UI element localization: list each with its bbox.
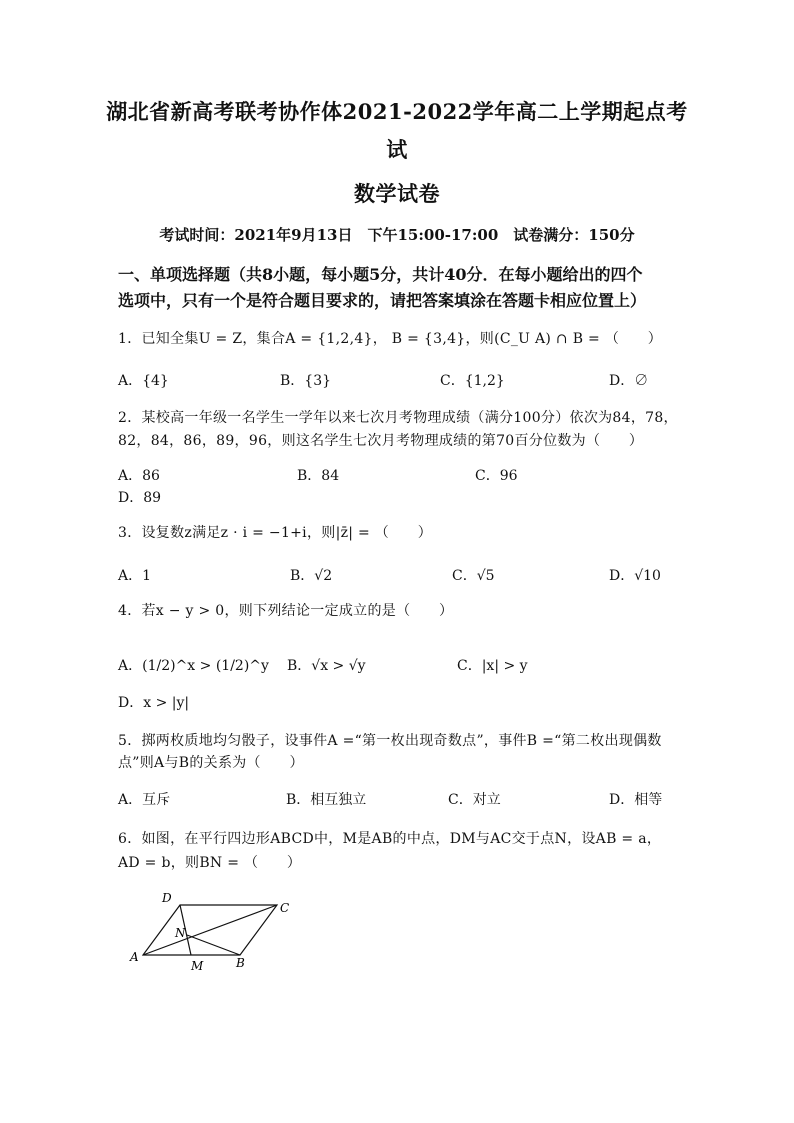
question-5-option-d: D．相等 — [609, 792, 663, 808]
segment-bn — [187, 935, 240, 955]
question-1-option-b: B．{3} — [280, 373, 332, 389]
label-c: C — [280, 901, 290, 915]
question-4-option-a: A．(1/2)^x > (1/2)^y — [118, 658, 269, 674]
question-5-option-c: C．对立 — [448, 792, 501, 808]
question-5-option-a: A．互斥 — [118, 792, 171, 808]
question-3-stem: 3．设复数z满足z · i = −1+i，则|z̄| = （ ） — [118, 525, 433, 541]
question-1-option-d: D．∅ — [609, 373, 649, 389]
label-m: M — [191, 959, 204, 973]
question-1-stem: 1．已知全集U = Z，集合A = {1,2,4}， B = {3,4}，则(C_U A) ∩ B = （ ） — [118, 331, 663, 347]
question-2-stem-line1: 2．某校高一年级一名学生一学年以来七次月考物理成绩（满分100分）依次为84，78， — [118, 410, 678, 426]
question-2-option-b: B．84 — [297, 468, 340, 484]
question-4-option-d: D．x > |y| — [118, 695, 190, 711]
question-6-stem-line2: AD = b，则BN = （ ） — [118, 855, 302, 871]
question-4-option-b: B．√x > √y — [287, 658, 366, 674]
question-2-option-d: D．89 — [118, 490, 162, 506]
question-1-option-a: A．{4} — [118, 373, 169, 389]
diagonal-ac — [143, 905, 277, 955]
section-heading-line2: 选项中，只有一个是符合题目要求的，请把答案填涂在答题卡相应位置上） — [118, 291, 647, 310]
question-3-option-d: D．√10 — [609, 568, 661, 584]
label-n: N — [175, 926, 186, 940]
question-3-option-c: C．√5 — [452, 568, 495, 584]
question-4-option-c: C．|x| > y — [457, 658, 528, 674]
label-b: B — [236, 956, 245, 970]
question-3-option-b: B．√2 — [290, 568, 333, 584]
subject-title: 数学试卷 — [354, 181, 440, 206]
question-5-stem-line2: 点”则A与B的关系为（ ） — [118, 755, 304, 771]
question-3-option-a: A．1 — [118, 568, 152, 584]
exam-info: 考试时间：2021年9月13日 下午15:00-17:00 试卷满分：150分 — [159, 226, 635, 244]
question-5-option-b: B．相互独立 — [286, 792, 367, 808]
exam-title-line1: 湖北省新高考联考协作体2021-2022学年高二上学期起点考 — [106, 99, 688, 124]
parallelogram-figure — [125, 885, 295, 980]
section-heading-line1: 一、单项选择题（共8小题，每小题5分，共计40分．在每小题给出的四个 — [118, 265, 643, 284]
exam-title-line2: 试 — [386, 137, 408, 162]
question-5-stem-line1: 5．掷两枚质地均匀骰子，设事件A =“第一枚出现奇数点”，事件B =“第二枚出现偶数 — [118, 733, 662, 749]
question-2-option-a: A．86 — [118, 468, 160, 484]
label-a: A — [130, 950, 139, 964]
label-d: D — [162, 891, 172, 905]
question-2-option-c: C．96 — [475, 468, 518, 484]
question-4-stem: 4．若x − y > 0，则下列结论一定成立的是（ ） — [118, 603, 454, 619]
question-2-stem-line2: 82，84，86，89，96，则这名学生七次月考物理成绩的第70百分位数为（ ） — [118, 433, 644, 449]
question-6-stem-line1: 6．如图，在平行四边形ABCD中，M是AB的中点，DM与AC交于点N，设AB = a， — [118, 831, 662, 847]
question-1-option-c: C．{1,2} — [440, 373, 505, 389]
